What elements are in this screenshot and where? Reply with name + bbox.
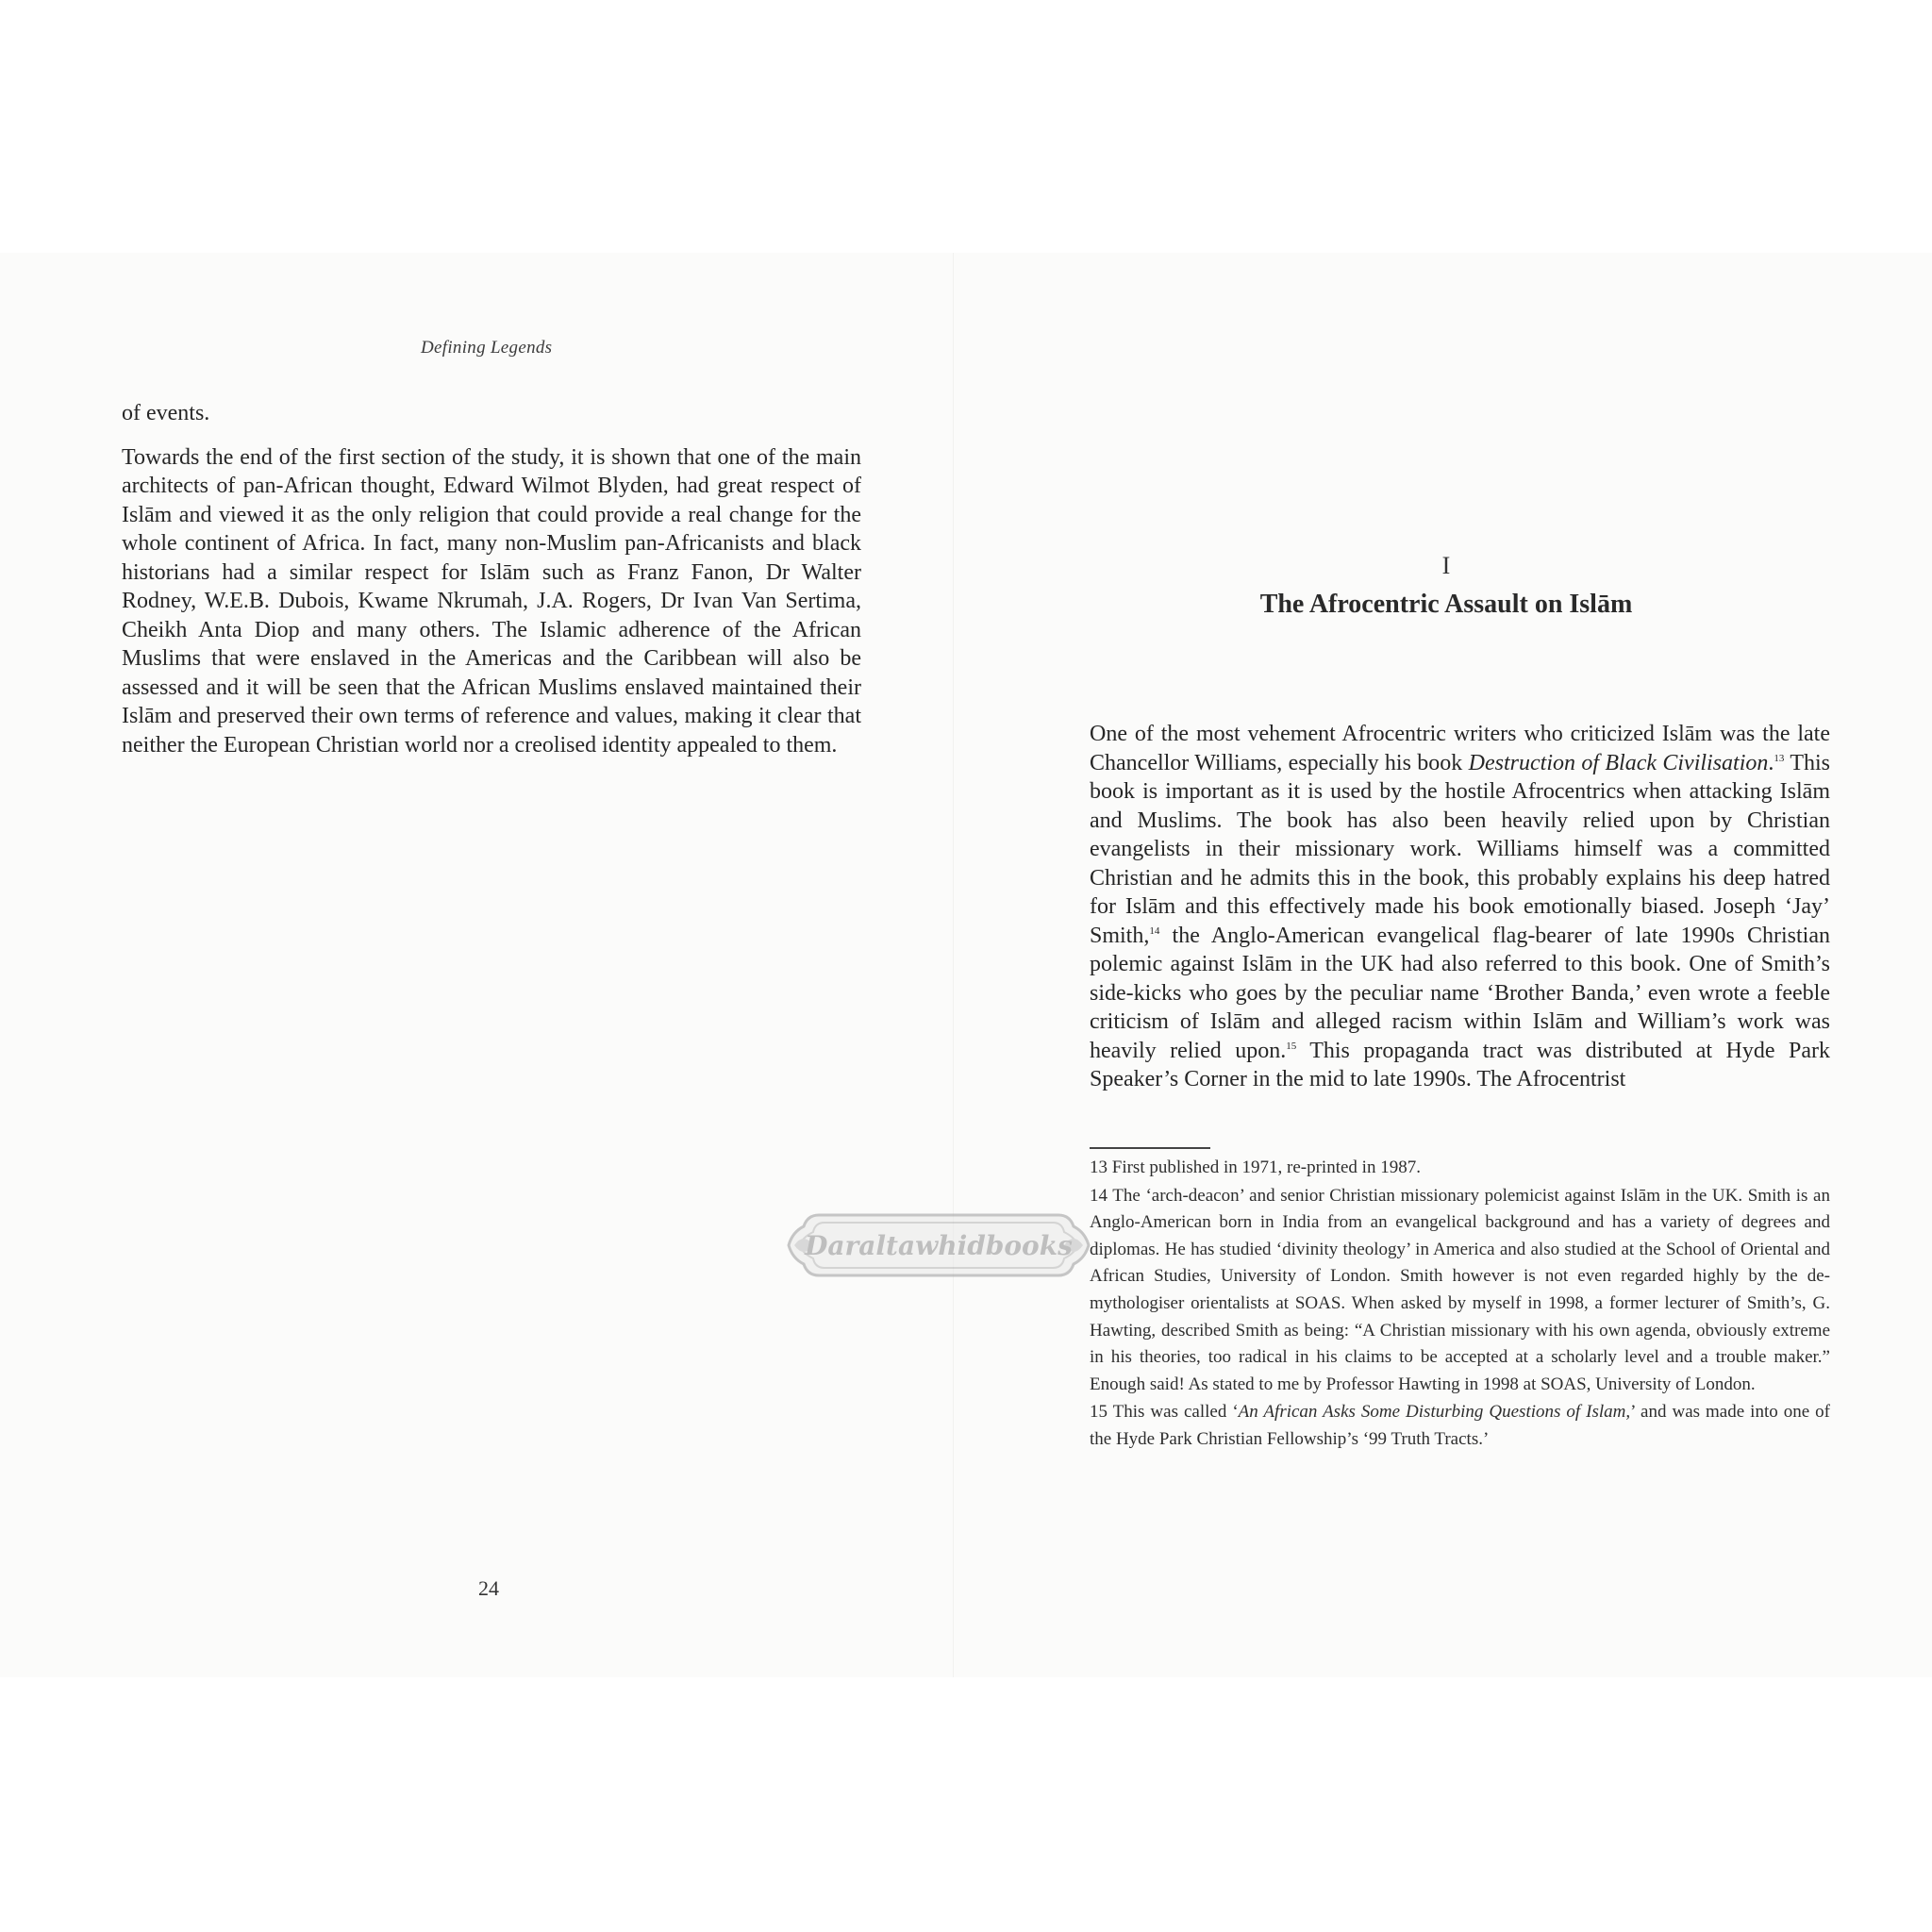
footnote-15 — [1090, 1399, 1830, 1453]
chapter-title: The Afrocentric Assault on Islām — [1259, 590, 1633, 619]
text-run: the Anglo-American evangelical flag-bearer of late 1990s Christian polemic against Islām in the UK had also referred to this book. One of Smith’s side-kicks who goes by the peculiar name ‘Brother Banda,’ even wrote a feeble criticism of Islām and alleged racism within Islām and William’s work was heavily relied upon. — [1090, 923, 1830, 1063]
left-page — [0, 253, 954, 1677]
left-body-text — [122, 399, 861, 759]
watermark-text: Daraltawhidbooks — [805, 1230, 1073, 1261]
footnotes — [1090, 1155, 1830, 1455]
paragraph: Towards the end of the first section of the study, it is shown that one of the main architects of pan-African thought, Edward Wilmot Blyden, had great respect of Islām and viewed it as the only religion that could provide a real change for the whole continent of Africa. In fact, many non-Muslim pan-Africanists and black historians had a similar respect for Islām such as Franz Fanon, Dr Walter Rodney, W.E.B. Dubois, Kwame Nkrumah, J.A. Rogers, Dr Ivan Van Sertima, Cheikh Anta Diop and many others. The Islamic adherence of the African Muslims that were enslaved in the Americas and the Caribbean will also be assessed and it will be seen that the African Muslims enslaved maintained their Islām and preserved their own terms of reference and values, making it clear that neither the European Christian world nor a creolised identity appealed to them. — [122, 444, 861, 758]
text-run: One of the most vehement Afrocentric writers who criticized Islām was the late Chancellor Williams, especially his book — [1090, 722, 1830, 775]
text-run: 15 This was called ‘ — [1090, 1402, 1239, 1423]
footnote-divider — [1090, 1147, 1210, 1149]
tract-title: An African Asks Some Disturbing Questions of Islam, — [1238, 1402, 1631, 1423]
right-page — [960, 253, 1932, 1677]
right-body-text — [1090, 720, 1830, 1094]
watermark — [781, 1198, 1096, 1292]
book-spread — [0, 253, 1932, 1677]
footnote-ref[interactable]: 13 — [1774, 752, 1785, 764]
footnote-ref[interactable]: 15 — [1286, 1040, 1297, 1052]
footnote-13: 13 First published in 1971, re-printed in 1987. — [1090, 1158, 1421, 1177]
text-run: This propaganda tract was distributed at Hyde Park Speaker’s Corner in the mid to late 1990s. The Afrocentrist — [1090, 1038, 1830, 1091]
text-run: This book is important as it is used by the hostile Afrocentrics when attacking Islām and Muslims. The book has also been heavily relied upon by Christian evangelists in their missionary work. Williams himself was a committed Christian and he admits this in the book, this probably explains his deep hatred for Islām and this effectively made his book emotionally biased. Joseph ‘Jay’ Smith, — [1090, 750, 1831, 948]
book-title: Destruction of Black Civilisation — [1468, 750, 1769, 775]
footnote-14: 14 The ‘arch-deacon’ and senior Christian missionary polemicist against Islām in the UK. Smith is an Anglo-American born in India from an evangelical background and has a variety of degrees and diplomas. He has studied ‘divinity theology’ in America and also studied at the School of Oriental and African Studies, University of London. Smith however is not even regarded highly by the de-mythologiser orientalists at SOAS. When asked by myself in 1998, a former lecturer of Smith’s, G. Hawting, described Smith as being: “A Christian missionary with his own agenda, obviously extreme in his theories, too radical in his claims to be accepted at a scholarly level and a trouble maker.” Enough said! As stated to me by Professor Hawting in 1998 at SOAS, University of London. — [1090, 1185, 1830, 1394]
footnote-ref[interactable]: 14 — [1149, 924, 1160, 937]
paragraph — [1090, 720, 1830, 1094]
chapter-number: I — [1441, 552, 1451, 579]
text-run: ’ and was made into one of the Hyde Park Christian Fellowship’s ‘99 Truth Tracts.’ — [1090, 1402, 1830, 1449]
paragraph: of events. — [122, 401, 210, 425]
page-number: 24 — [478, 1576, 499, 1600]
text-run: . — [1768, 750, 1774, 775]
ornamental-banner-icon — [781, 1198, 1096, 1292]
running-head: Defining Legends — [421, 338, 553, 358]
